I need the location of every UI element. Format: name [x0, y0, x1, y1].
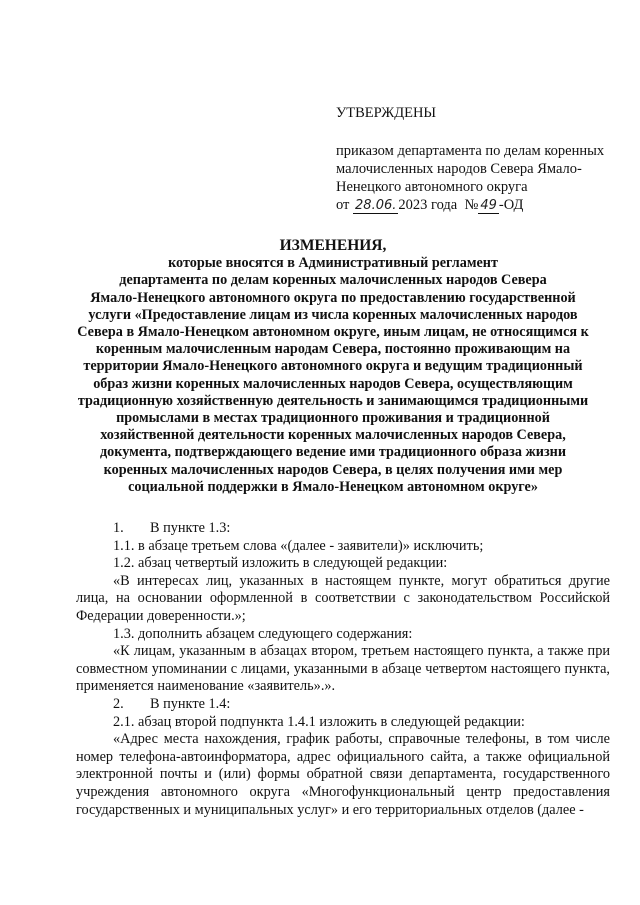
paragraph-1-2: 1.2. абзац четвертый изложить в следующей редакции: — [113, 555, 448, 572]
title-line: территории Ямало-Ненецкого автономного округа и ведущим традиционный — [83, 358, 583, 375]
paragraph-1-2-quote: «В интересах лиц, указанных в настоящем пункте, могут обратиться другие лица, на основании оформленной в соответствии с законодательством Российской Федерации доверенности.»; — [76, 572, 610, 624]
item-1-text: В пункте 1.3: — [150, 520, 231, 536]
document-title — [74, 237, 592, 496]
item-2-text: В пункте 1.4: — [150, 695, 231, 712]
approval-line-3: Ненецкого автономного округа — [336, 179, 528, 195]
approval-date-line — [336, 196, 626, 214]
handwritten-number: 49 — [480, 198, 497, 213]
title-line: образ жизни коренных малочисленных народов Севера, осуществляющим — [93, 375, 573, 392]
approval-heading: УТВЕРЖДЕНЫ — [336, 105, 437, 121]
title-line: Севера в Ямало-Ненецком автономном округе, иным лицам, не относящимся к — [77, 324, 589, 341]
item-1 — [76, 520, 610, 538]
item-1-number: 1. — [113, 520, 124, 536]
paragraph-2-1: 2.1. абзац второй подпункта 1.4.1 изложить в следующей редакции: — [113, 713, 525, 730]
approval-line-2: малочисленных народов Севера Ямало- — [336, 161, 582, 177]
item-2-number: 2. — [113, 695, 124, 712]
title-heading: ИЗМЕНЕНИЯ, — [279, 237, 387, 254]
title-line: хозяйственной деятельности коренных малочисленных народов Севера, — [100, 427, 566, 444]
approval-line-1: приказом департамента по делам коренных — [336, 143, 605, 159]
title-line: департамента по делам коренных малочисленных народов Севера — [119, 272, 547, 289]
year-text: 2023 года — [398, 197, 458, 213]
paragraph-1-3-quote: «К лицам, указанным в абзацах втором, третьем настоящего пункта, а также при совместном упоминании с лицами, указанными в абзаце четвертом настоящего пункта, применяется наименование «заявитель».». — [76, 643, 610, 695]
approval-stamp — [336, 104, 626, 214]
title-line: традиционную хозяйственную деятельность и занимающимся традиционными — [77, 392, 589, 409]
title-line: документа, подтверждающего ведение ими традиционного образа жизни — [100, 444, 566, 461]
title-line: коренных малочисленных народов Севера, в целях получения ими мер — [103, 461, 563, 478]
document-body — [76, 520, 610, 819]
paragraph-1-3: 1.3. дополнить абзацем следующего содержания: — [113, 625, 413, 642]
title-line: которые вносятся в Административный регламент — [168, 255, 498, 272]
handwritten-date: 28.06. — [355, 198, 397, 213]
title-line: услуги «Предоставление лицам из числа коренных малочисленных народов — [88, 306, 578, 323]
title-line: Ямало-Ненецкого автономного округа по предоставлению государственной — [90, 289, 576, 306]
date-prefix: от — [336, 197, 350, 213]
number-suffix: -ОД — [498, 197, 524, 213]
number-sign: № — [464, 197, 479, 213]
title-line: коренным малочисленным народам Севера, постоянно проживающим на — [95, 341, 571, 358]
item-2 — [76, 696, 610, 714]
paragraph-2-1-quote: «Адрес места нахождения, график работы, справочные телефоны, в том числе номер телефона-автоинформатора, адрес официального сайта, а также официальной электронной почты и (или) формы обратной связи департамента, государственного учреждения автономного округа «Многофункциональный центр предоставления государственных и муниципальных услуг» и его территориальных отделов (далее - — [76, 731, 610, 818]
title-line: социальной поддержки в Ямало-Ненецком автономном округе» — [128, 478, 538, 495]
title-line: промыслами в местах традиционного проживания и традиционной — [116, 410, 550, 427]
paragraph-1-1: 1.1. в абзаце третьем слова «(далее - заявители)» исключить; — [113, 537, 484, 554]
